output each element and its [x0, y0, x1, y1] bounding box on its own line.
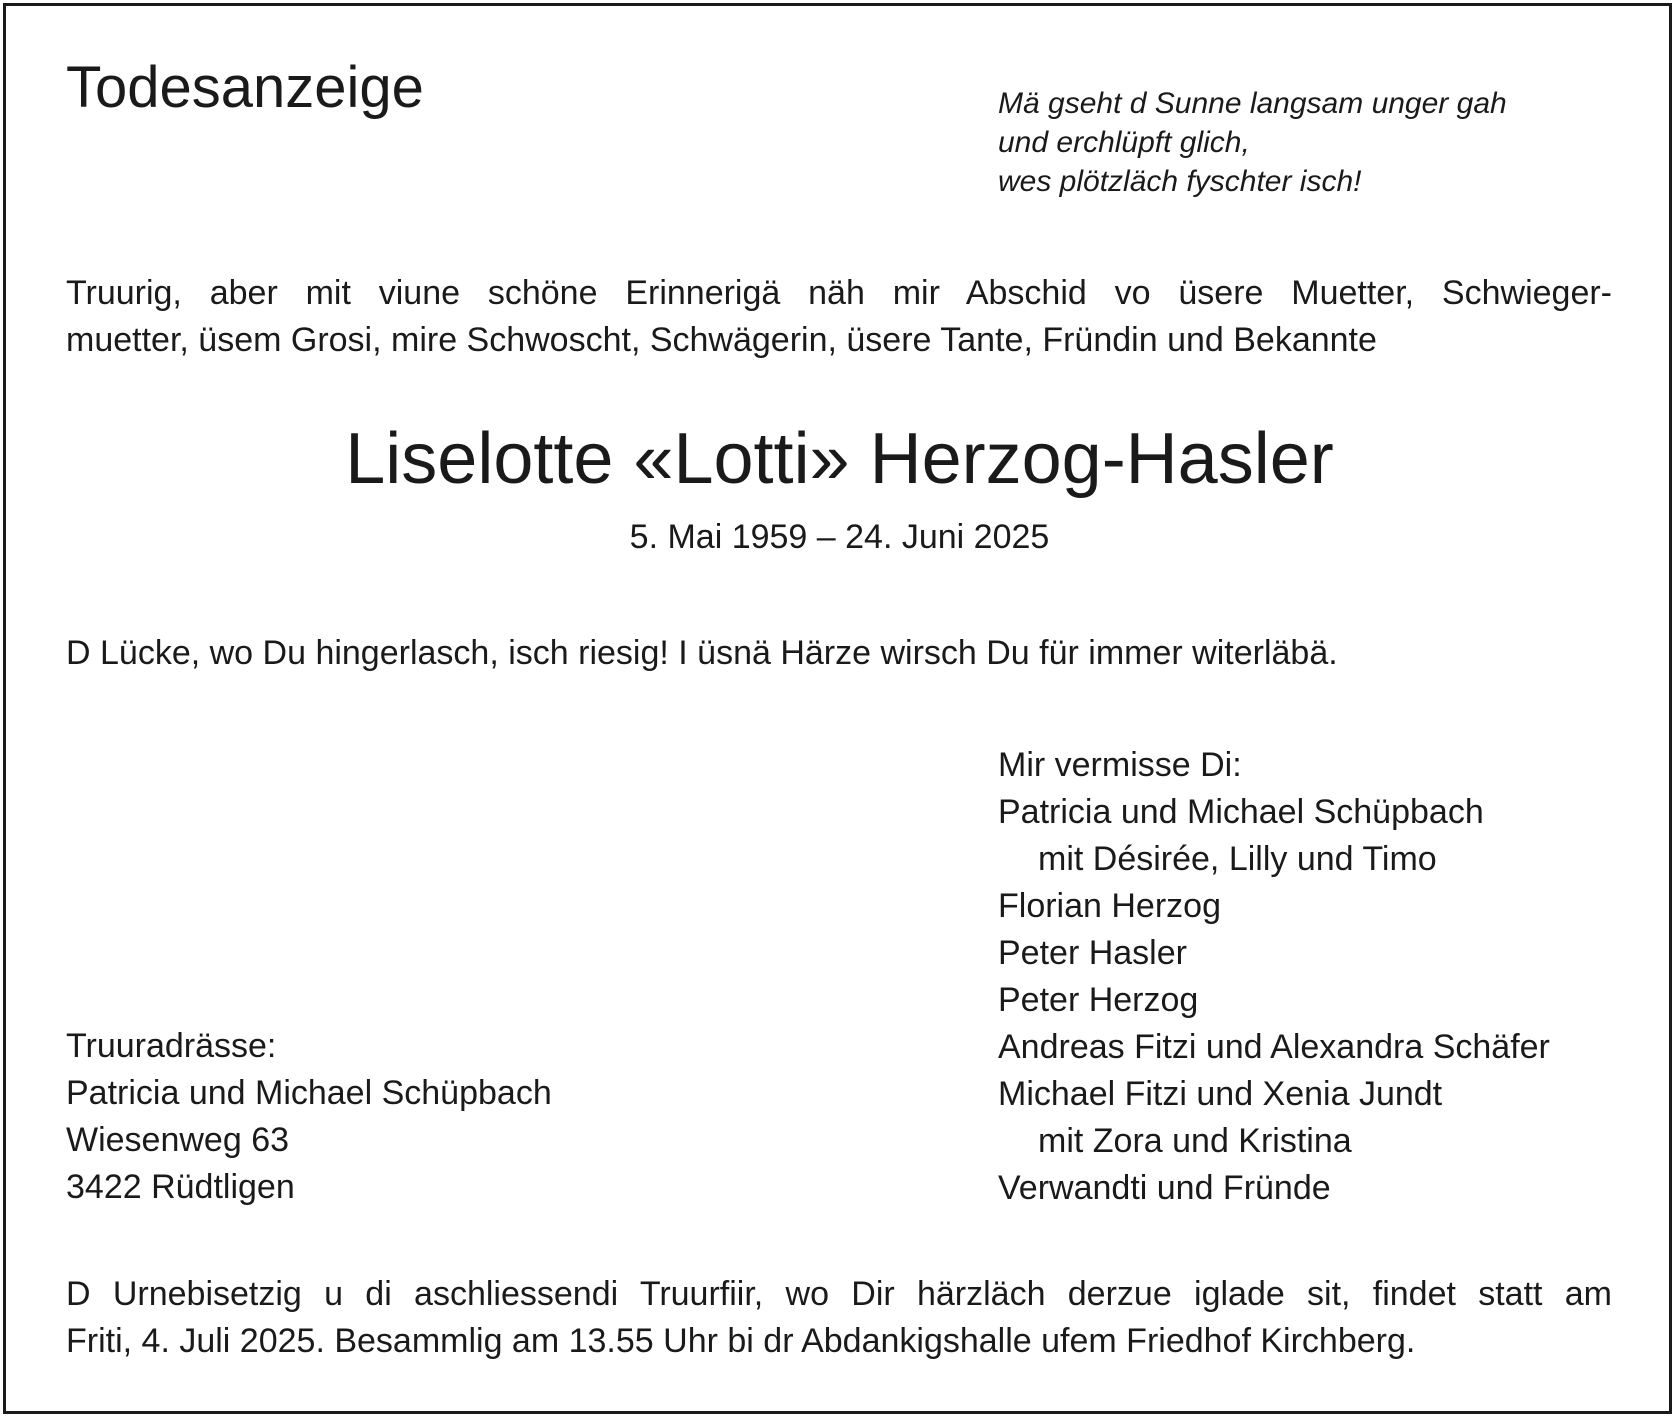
- motto-line: und erchlüpft glich,: [998, 126, 1250, 159]
- motto-line: Mä gseht d Sunne langsam unger gah: [998, 87, 1507, 120]
- mourner-line: Florian Herzog: [998, 887, 1221, 925]
- intro-line: muetter, üsem Grosi, mire Schwoscht, Schwägerin, üsere Tante, Fründin und Bekannte: [66, 321, 1377, 359]
- intro-line: Truurig, aber mit viune schöne Erinnerigä näh mir Abschid vo üsere Muetter, Schwieger-: [66, 274, 1612, 312]
- address-line: Patricia und Michael Schüpbach: [66, 1074, 552, 1112]
- service-line: D Urnebisetzig u di aschliessendi Truurfiir, wo Dir härzläch derzue iglade sit, findet statt am: [66, 1275, 1612, 1313]
- mourner-line: Michael Fitzi und Xenia Jundt: [998, 1075, 1443, 1113]
- mourning-address: [66, 1023, 552, 1211]
- notice-heading: Todesanzeige: [66, 55, 424, 120]
- mourner-line: mit Zora und Kristina: [1038, 1122, 1352, 1160]
- address-line: Wiesenweg 63: [66, 1121, 290, 1159]
- motto-verse: [998, 84, 1507, 201]
- mourners-list: [998, 742, 1550, 1212]
- mourner-line: Patricia und Michael Schüpbach: [998, 793, 1484, 831]
- mourner-line: mit Désirée, Lilly und Timo: [1038, 840, 1437, 878]
- motto-line: wes plötzläch fyschter isch!: [998, 165, 1362, 198]
- mourner-line: Andreas Fitzi und Alexandra Schäfer: [998, 1028, 1550, 1066]
- intro-paragraph: [66, 270, 1612, 364]
- address-label: Truuradrässe:: [66, 1027, 277, 1065]
- address-line: 3422 Rüdtligen: [66, 1168, 295, 1206]
- service-line: Friti, 4. Juli 2025. Besammlig am 13.55 Uhr bi dr Abdankigshalle ufem Friedhof Kirchberg.: [66, 1322, 1416, 1360]
- deceased-name: Liselotte «Lotti» Herzog-Hasler: [345, 419, 1334, 499]
- mourner-line: Verwandti und Fründe: [998, 1169, 1331, 1207]
- service-info: [66, 1271, 1612, 1365]
- mourners-intro: Mir vermisse Di:: [998, 746, 1242, 784]
- mourner-line: Peter Herzog: [998, 981, 1199, 1019]
- life-dates: 5. Mai 1959 – 24. Juni 2025: [629, 518, 1050, 556]
- memorial-quote: D Lücke, wo Du hingerlasch, isch riesig! I üsnä Härze wirsch Du für immer witerläbä.: [66, 634, 1338, 672]
- mourner-line: Peter Hasler: [998, 934, 1187, 972]
